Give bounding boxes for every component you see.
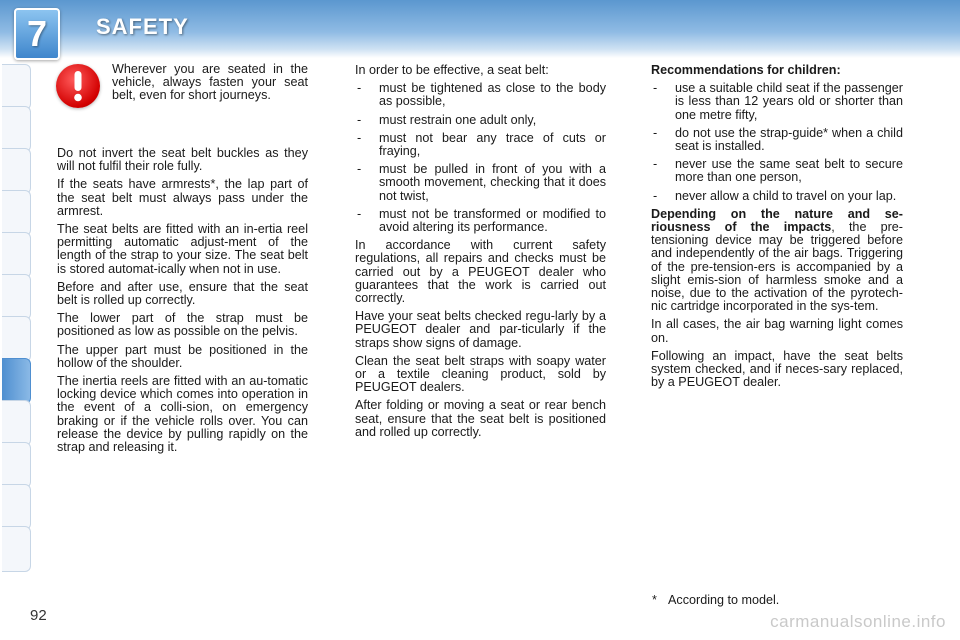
paragraph: In accordance with current safety regulations, all repairs and checks must be carried out by a PEUGEOT dealer who guarantees that the work is carried out correctly. — [355, 238, 606, 306]
paragraph: The inertia reels are fitted with an au-tomatic locking device which comes into operation in the event of a colli-sion, on emergency braking or if the vehicle rolls over. You can release the device by pulling rapidly on the strap and releasing it. — [57, 374, 308, 455]
list-intro: In order to be effective, a seat belt: — [355, 63, 549, 77]
column-3 — [651, 64, 903, 394]
paragraph: In all cases, the air bag warning light comes on. — [651, 317, 903, 345]
watermark: carmanualsonline.info — [770, 612, 946, 631]
paragraph: The upper part must be positioned in the hollow of the shoulder. — [57, 342, 308, 370]
page-number: 92 — [30, 607, 47, 624]
list-item: - use a suitable child seat if the passenger is less than 12 years old or shorter than one metre fifty, — [651, 82, 903, 122]
children-recommendations-list — [651, 82, 903, 203]
chapter-badge — [14, 8, 60, 60]
list-item: - must be tightened as close to the body as possible, — [355, 82, 606, 108]
list-item: - do not use the strap-guide* when a child seat is installed. — [651, 127, 903, 153]
page-title: SAFETY — [96, 14, 189, 39]
pretensioner-text: , the pre-tensioning device may be triggered before and independently of the air bags. Triggering of the pre-tension-ers is accompanied by a slight emis-sion of harmless smoke and a noise, due to the activation of the pyrotech-nic cartridge incorporated in the sys-tem. — [651, 220, 903, 314]
chapter-tab[interactable] — [2, 484, 31, 530]
paragraph: The seat belts are fitted with an in-ertia reel permitting automatic adjust-ment of the length of the strap to your size. The seat belt is stored automat-ically when not in use. — [57, 222, 308, 276]
footnote-text: According to model. — [668, 593, 780, 607]
paragraph: The lower part of the strap must be positioned as low as possible on the pelvis. — [57, 311, 308, 339]
footnote — [652, 593, 779, 607]
column-2 — [355, 64, 606, 444]
chapter-tab[interactable] — [2, 106, 31, 152]
chapter-tab[interactable] — [2, 316, 31, 362]
footnote-marker: * — [652, 593, 657, 607]
chapter-number: 7 — [26, 13, 48, 54]
paragraph: Before and after use, ensure that the seat belt is rolled up correctly. — [57, 279, 308, 308]
chapter-tab[interactable] — [2, 64, 31, 110]
page-header — [0, 0, 960, 58]
list-item: - must be pulled in front of you with a smooth movement, checking that it does not twist, — [355, 163, 606, 203]
paragraph: Following an impact, have the seat belts system checked, and if neces-sary replaced, by a PEUGEOT dealer. — [651, 348, 903, 390]
column-1 — [57, 147, 308, 459]
chapter-tab[interactable] — [2, 274, 31, 320]
chapter-tab[interactable] — [2, 400, 31, 446]
paragraph: Do not invert the seat belt buckles as they will not fulfil their role fully. — [57, 146, 308, 174]
chapter-tab[interactable] — [2, 148, 31, 194]
seat-belt-requirements-list — [355, 82, 606, 234]
exclamation-circle-icon — [56, 64, 100, 108]
list-item: - must restrain one adult only, — [355, 114, 606, 127]
children-heading: Recommendations for children: — [651, 63, 841, 77]
chapter-tab-strip — [0, 64, 32, 574]
paragraph: After folding or moving a seat or rear bench seat, ensure that the seat belt is positioned and rolled up correctly. — [355, 398, 606, 439]
paragraph: Clean the seat belt straps with soapy water or a textile cleaning product, sold by PEUGEOT dealers. — [355, 353, 606, 395]
exclamation-glyph — [71, 70, 85, 102]
list-item: - must not be transformed or modified to avoid altering its performance. — [355, 208, 606, 234]
list-item: - must not bear any trace of cuts or fraying, — [355, 132, 606, 158]
warning-text: Wherever you are seated in the vehicle, always fasten your seat belt, even for short journeys. — [112, 62, 308, 103]
chapter-tab[interactable] — [2, 526, 31, 572]
chapter-tab[interactable] — [2, 190, 31, 236]
paragraph: Have your seat belts checked regu-larly by a PEUGEOT dealer and par-ticularly if the straps show signs of damage. — [355, 309, 606, 350]
list-item: - never allow a child to travel on your lap. — [651, 190, 903, 203]
pretensioner-bold: Depending on the nature and se-riousness of the impacts — [651, 206, 903, 235]
list-item: - never use the same seat belt to secure more than one person, — [651, 158, 903, 184]
chapter-tab[interactable] — [2, 442, 31, 488]
pretensioner-paragraph — [651, 208, 903, 314]
chapter-tab[interactable] — [2, 232, 31, 278]
paragraph: If the seats have armrests*, the lap part of the seat belt must always pass under the armrest. — [57, 177, 308, 218]
chapter-tab-active[interactable] — [2, 358, 31, 404]
